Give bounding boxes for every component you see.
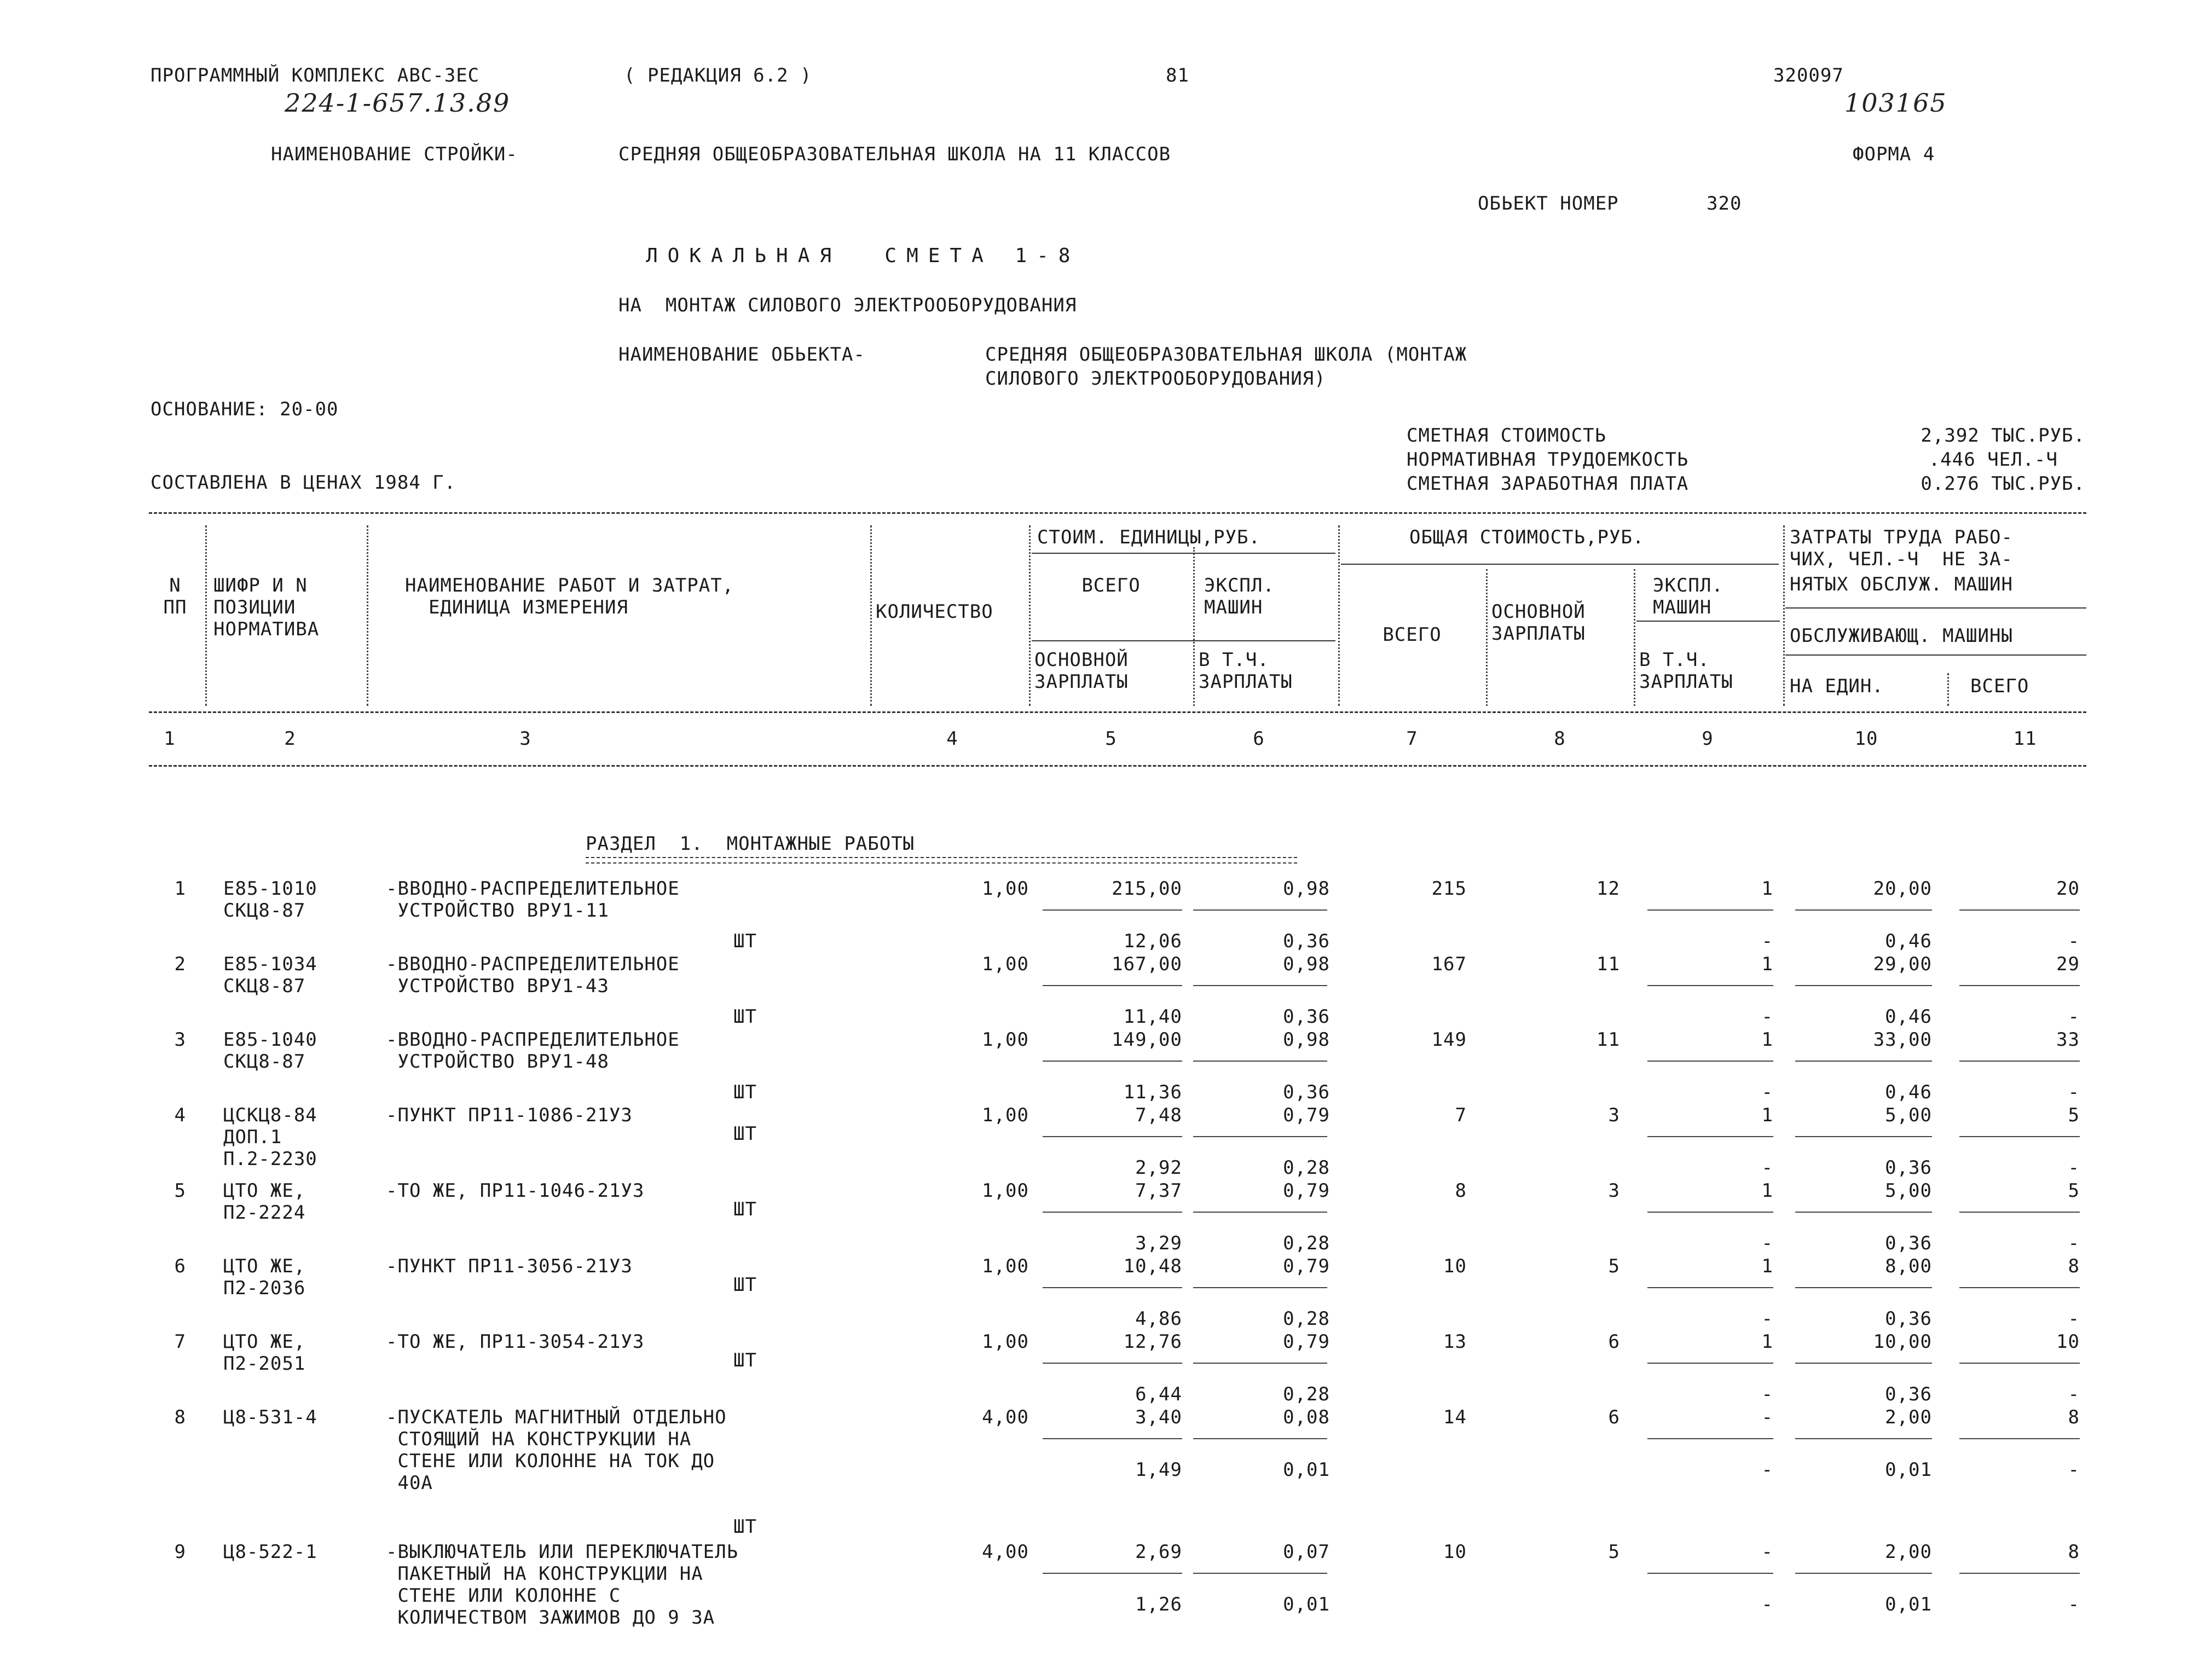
row-name: -ПУНКТ ПР11-3056-21У3 xyxy=(386,1255,633,1277)
row-unit-machines: 0,98 xyxy=(1283,878,1330,900)
row-labor-machine-total: - xyxy=(2068,930,2080,952)
row-quantity: 1,00 xyxy=(982,1180,1029,1202)
row-unit-machine-wage: 0,01 xyxy=(1283,1594,1330,1615)
row-labor-unit: 2,00 xyxy=(1885,1541,1932,1563)
row-name: -ПУСКАТЕЛЬ МАГНИТНЫЙ ОТДЕЛЬНО СТОЯЩИЙ НА КОНСТРУКЦИИ НА СТЕНЕ ИЛИ КОЛОННЕ НА ТОК ДО 40А xyxy=(386,1406,727,1494)
row-unit-wage: 1,49 xyxy=(1135,1459,1182,1481)
col-header-labor-4: ОБСЛУЖИВАЮЩ. МАШИНЫ xyxy=(1790,625,2013,647)
handwritten-project-code: 224-1-657.13.89 xyxy=(285,88,511,118)
row-total: 7 xyxy=(1455,1104,1467,1126)
row-machine-wage: - xyxy=(1761,1383,1773,1405)
header-rule xyxy=(1032,640,1335,641)
cell-rule xyxy=(1647,1573,1773,1574)
row-unit-machine-wage: 0,36 xyxy=(1283,1081,1330,1103)
row-unit-wage: 4,86 xyxy=(1135,1308,1182,1330)
row-unit-machine-wage: 0,36 xyxy=(1283,1006,1330,1028)
cell-rule xyxy=(1043,1573,1182,1574)
row-labor-total: 29 xyxy=(2056,953,2080,975)
construction-label: НАИМЕНОВАНИЕ СТРОЙКИ- xyxy=(271,143,518,165)
row-machines: 1 xyxy=(1761,878,1773,900)
row-labor-total: 8 xyxy=(2068,1406,2080,1428)
row-labor-machine-unit: 0,36 xyxy=(1885,1383,1932,1405)
row-machine-wage: - xyxy=(1761,1594,1773,1615)
row-labor-machine-total: - xyxy=(2068,1081,2080,1103)
row-total: 13 xyxy=(1443,1331,1467,1353)
row-unit-total: 2,69 xyxy=(1135,1541,1182,1563)
cell-rule xyxy=(1795,1061,1932,1062)
col-divider xyxy=(870,525,872,706)
row-unit-wage: 11,36 xyxy=(1123,1081,1182,1103)
row-labor-total: 8 xyxy=(2068,1541,2080,1563)
row-unit-total: 10,48 xyxy=(1123,1255,1182,1277)
row-unit: ШТ xyxy=(733,1123,757,1145)
cell-rule xyxy=(1959,985,2080,986)
row-code: Е85-1010 СКЦ8-87 xyxy=(223,878,317,922)
row-machines: 1 xyxy=(1761,1180,1773,1202)
row-labor-machine-unit: 0,46 xyxy=(1885,930,1932,952)
row-code: Ц8-531-4 xyxy=(223,1406,317,1428)
row-wages: 6 xyxy=(1608,1331,1620,1353)
price-base: СОСТАВЛЕНА В ЦЕНАХ 1984 Г. xyxy=(151,472,456,494)
header-rule xyxy=(1785,654,2086,656)
estimate-title: ЛОКАЛЬНАЯ СМЕТА 1-8 xyxy=(646,245,1080,267)
row-labor-unit: 8,00 xyxy=(1885,1255,1932,1277)
cell-rule xyxy=(1043,1061,1182,1062)
row-labor-total: 8 xyxy=(2068,1255,2080,1277)
col-header-9a: ЭКСПЛ. МАШИН xyxy=(1653,575,1723,618)
row-labor-unit: 29,00 xyxy=(1873,953,1932,975)
row-number: 8 xyxy=(174,1406,186,1428)
row-unit: ШТ xyxy=(733,1198,757,1220)
row-number: 6 xyxy=(174,1255,186,1277)
row-machine-wage: - xyxy=(1761,930,1773,952)
row-unit-wage: 1,26 xyxy=(1135,1594,1182,1615)
row-name: -ТО ЖЕ, ПР11-3054-21У3 xyxy=(386,1331,645,1353)
row-unit-machines: 0,79 xyxy=(1283,1104,1330,1126)
row-labor-machine-unit: 0,36 xyxy=(1885,1232,1932,1254)
row-total: 149 xyxy=(1431,1029,1467,1051)
header-rule xyxy=(1341,564,1779,565)
row-code: ЦТО ЖЕ, П2-2036 xyxy=(223,1255,306,1299)
row-machines: - xyxy=(1761,1541,1773,1563)
cell-rule xyxy=(1795,1212,1932,1213)
cell-rule xyxy=(1795,985,1932,986)
row-labor-unit: 10,00 xyxy=(1873,1331,1932,1353)
row-unit-wage: 12,06 xyxy=(1123,930,1182,952)
col-header-labor-1: ЗАТРАТЫ ТРУДА РАБО- xyxy=(1790,526,2013,548)
row-unit: ШТ xyxy=(733,1349,757,1371)
cell-rule xyxy=(1647,1363,1773,1364)
row-unit-total: 7,48 xyxy=(1135,1104,1182,1126)
header-rule xyxy=(1636,621,1780,622)
row-machine-wage: - xyxy=(1761,1232,1773,1254)
row-labor-total: 5 xyxy=(2068,1180,2080,1202)
col-divider xyxy=(1486,569,1488,706)
row-unit: ШТ xyxy=(733,930,757,952)
cell-rule xyxy=(1193,1061,1327,1062)
object-name-label: НАИМЕНОВАНИЕ ОБЬЕКТА- xyxy=(618,344,865,366)
cell-rule xyxy=(1043,1438,1182,1439)
cell-rule xyxy=(1795,1363,1932,1364)
row-labor-machine-unit: 0,46 xyxy=(1885,1081,1932,1103)
row-labor-machine-total: - xyxy=(2068,1459,2080,1481)
row-machines: 1 xyxy=(1761,1255,1773,1277)
handwritten-number: 103165 xyxy=(1844,88,1947,118)
section-title: РАЗДЕЛ 1. МОНТАЖНЫЕ РАБОТЫ xyxy=(586,833,915,855)
row-labor-unit: 20,00 xyxy=(1873,878,1932,900)
row-unit-total: 167,00 xyxy=(1112,953,1182,975)
row-unit: ШТ xyxy=(733,1006,757,1028)
row-machines: - xyxy=(1761,1406,1773,1428)
row-name: -ВВОДНО-РАСПРЕДЕЛИТЕЛЬНОЕ УСТРОЙСТВО ВРУ1-11 xyxy=(386,878,680,922)
row-quantity: 1,00 xyxy=(982,1331,1029,1353)
row-labor-unit: 33,00 xyxy=(1873,1029,1932,1051)
cell-rule xyxy=(1193,1287,1327,1288)
cell-rule xyxy=(1193,1212,1327,1213)
col-divider xyxy=(367,525,368,706)
row-total: 167 xyxy=(1431,953,1467,975)
row-wages: 11 xyxy=(1597,1029,1620,1051)
row-labor-machine-total: - xyxy=(2068,1006,2080,1028)
row-unit-machines: 0,79 xyxy=(1283,1180,1330,1202)
cell-rule xyxy=(1959,909,2080,911)
cell-rule xyxy=(1043,1136,1182,1137)
row-name: -ВВОДНО-РАСПРЕДЕЛИТЕЛЬНОЕ УСТРОЙСТВО ВРУ1-43 xyxy=(386,953,680,997)
cell-rule xyxy=(1043,1212,1182,1213)
summary-labor-label: НОРМАТИВНАЯ ТРУДОЕМКОСТЬ xyxy=(1407,449,1689,471)
row-labor-total: 5 xyxy=(2068,1104,2080,1126)
col-number: 10 xyxy=(1854,728,1878,750)
col-header-9b: В Т.Ч. ЗАРПЛАТЫ xyxy=(1639,649,1733,693)
row-total: 8 xyxy=(1455,1180,1467,1202)
cell-rule xyxy=(1647,985,1773,986)
header-bottom-rule xyxy=(149,711,2086,713)
estimate-subtitle: НА МОНТАЖ СИЛОВОГО ЭЛЕКТРООБОРУДОВАНИЯ xyxy=(618,294,1077,316)
row-number: 7 xyxy=(174,1331,186,1353)
col-divider xyxy=(1338,525,1340,706)
cell-rule xyxy=(1043,1363,1182,1364)
row-quantity: 1,00 xyxy=(982,1029,1029,1051)
row-quantity: 4,00 xyxy=(982,1541,1029,1563)
summary-wage-value: 0.276 ТЫС.РУБ. xyxy=(1921,473,2085,495)
row-unit: ШТ xyxy=(733,1274,757,1296)
row-labor-machine-total: - xyxy=(2068,1594,2080,1615)
cell-rule xyxy=(1959,1573,2080,1574)
row-total: 215 xyxy=(1431,878,1467,900)
row-unit-machines: 0,79 xyxy=(1283,1331,1330,1353)
row-quantity: 1,00 xyxy=(982,953,1029,975)
row-unit-wage: 2,92 xyxy=(1135,1157,1182,1179)
col-divider xyxy=(1029,525,1031,706)
object-name-line-1: СРЕДНЯЯ ОБЩЕОБРАЗОВАТЕЛЬНАЯ ШКОЛА (МОНТАЖ xyxy=(985,344,1467,366)
cell-rule xyxy=(1795,1136,1932,1137)
construction-name: СРЕДНЯЯ ОБЩЕОБРАЗОВАТЕЛЬНАЯ ШКОЛА НА 11 КЛАССОВ xyxy=(618,143,1171,165)
cell-rule xyxy=(1647,1438,1773,1439)
cell-rule xyxy=(1647,1287,1773,1288)
col-number: 9 xyxy=(1702,728,1714,750)
row-unit-machines: 0,98 xyxy=(1283,1029,1330,1051)
row-unit-machine-wage: 0,01 xyxy=(1283,1459,1330,1481)
cell-rule xyxy=(1647,909,1773,911)
cell-rule xyxy=(1959,1438,2080,1439)
row-quantity: 1,00 xyxy=(982,1104,1029,1126)
row-unit: ШТ xyxy=(733,1516,757,1538)
row-number: 5 xyxy=(174,1180,186,1202)
col-header-5b: ОСНОВНОЙ ЗАРПЛАТЫ xyxy=(1034,649,1129,693)
row-labor-machine-total: - xyxy=(2068,1157,2080,1179)
col-header-num: N ПП xyxy=(163,575,187,618)
cell-rule xyxy=(1795,909,1932,911)
cell-rule xyxy=(1647,1212,1773,1213)
row-code: Ц8-522-1 xyxy=(223,1541,317,1563)
col-header-8: ОСНОВНОЙ ЗАРПЛАТЫ xyxy=(1491,601,1586,645)
cell-rule xyxy=(1959,1061,2080,1062)
row-number: 2 xyxy=(174,953,186,975)
row-unit-total: 7,37 xyxy=(1135,1180,1182,1202)
edition: ( РЕДАКЦИЯ 6.2 ) xyxy=(624,65,812,86)
col-number: 5 xyxy=(1105,728,1117,750)
column-numbers-rule xyxy=(149,765,2086,767)
cell-rule xyxy=(1193,985,1327,986)
row-code: Е85-1034 СКЦ8-87 xyxy=(223,953,317,997)
row-name: -ТО ЖЕ, ПР11-1046-21У3 xyxy=(386,1180,645,1202)
cell-rule xyxy=(1193,1363,1327,1364)
col-number: 3 xyxy=(519,728,531,750)
row-wages: 12 xyxy=(1597,878,1620,900)
object-name-line-2: СИЛОВОГО ЭЛЕКТРООБОРУДОВАНИЯ) xyxy=(985,368,1326,390)
col-divider xyxy=(1947,673,1949,706)
col-header-6b: В Т.Ч. ЗАРПЛАТЫ xyxy=(1199,649,1293,693)
row-machines: 1 xyxy=(1761,1331,1773,1353)
cell-rule xyxy=(1193,909,1327,911)
col-divider xyxy=(1634,569,1635,706)
page-number: 81 xyxy=(1166,65,1189,86)
row-name: -ПУНКТ ПР11-1086-21У3 xyxy=(386,1104,633,1126)
row-name: -ВЫКЛЮЧАТЕЛЬ ИЛИ ПЕРЕКЛЮЧАТЕЛЬ ПАКЕТНЫЙ НА КОНСТРУКЦИИ НА СТЕНЕ ИЛИ КОЛОННЕ С КОЛИЧЕСТВОМ ЗАЖИМОВ ДО 9 ЗА xyxy=(386,1541,739,1629)
row-labor-machine-unit: 0,36 xyxy=(1885,1308,1932,1330)
row-labor-machine-total: - xyxy=(2068,1383,2080,1405)
cell-rule xyxy=(1959,1363,2080,1364)
basis: ОСНОВАНИЕ: 20-00 xyxy=(151,398,339,420)
cell-rule xyxy=(1795,1573,1932,1574)
row-quantity: 1,00 xyxy=(982,1255,1029,1277)
row-wages: 3 xyxy=(1608,1104,1620,1126)
row-labor-machine-unit: 0,01 xyxy=(1885,1594,1932,1615)
row-labor-machine-unit: 0,36 xyxy=(1885,1157,1932,1179)
row-labor-unit: 5,00 xyxy=(1885,1180,1932,1202)
row-unit-total: 3,40 xyxy=(1135,1406,1182,1428)
col-header-total-cost: ОБЩАЯ СТОИМОСТЬ,РУБ. xyxy=(1409,526,1645,548)
row-code: ЦТО ЖЕ, П2-2224 xyxy=(223,1180,306,1224)
col-header-code: ШИФР И N ПОЗИЦИИ НОРМАТИВА xyxy=(213,575,320,640)
row-machines: 1 xyxy=(1761,1029,1773,1051)
row-machine-wage: - xyxy=(1761,1157,1773,1179)
summary-cost-label: СМЕТНАЯ СТОИМОСТЬ xyxy=(1407,425,1606,447)
row-unit-machine-wage: 0,28 xyxy=(1283,1308,1330,1330)
row-unit-machines: 0,07 xyxy=(1283,1541,1330,1563)
document-code: 320097 xyxy=(1773,65,1844,86)
object-number: 320 xyxy=(1707,193,1742,215)
row-unit-total: 149,00 xyxy=(1112,1029,1182,1051)
row-quantity: 4,00 xyxy=(982,1406,1029,1428)
col-header-name: НАИМЕНОВАНИЕ РАБОТ И ЗАТРАТ, ЕДИНИЦА ИЗМЕРЕНИЯ xyxy=(405,575,734,618)
row-unit-wage: 6,44 xyxy=(1135,1383,1182,1405)
row-unit-machines: 0,98 xyxy=(1283,953,1330,975)
row-labor-machine-total: - xyxy=(2068,1232,2080,1254)
row-machines: 1 xyxy=(1761,1104,1773,1126)
row-labor-total: 10 xyxy=(2056,1331,2080,1353)
row-code: ЦСКЦ8-84 ДОП.1 П.2-2230 xyxy=(223,1104,317,1170)
row-wages: 5 xyxy=(1608,1255,1620,1277)
col-header-7: ВСЕГО xyxy=(1383,624,1442,646)
cell-rule xyxy=(1959,1136,2080,1137)
row-quantity: 1,00 xyxy=(982,878,1029,900)
col-header-labor-2: ЧИХ, ЧЕЛ.-Ч НЕ ЗА- xyxy=(1790,548,2013,570)
row-machine-wage: - xyxy=(1761,1459,1773,1481)
table-top-rule xyxy=(149,512,2086,514)
cell-rule xyxy=(1043,909,1182,911)
col-header-quantity: КОЛИЧЕСТВО xyxy=(876,601,993,623)
cell-rule xyxy=(1193,1573,1327,1574)
col-number: 6 xyxy=(1253,728,1265,750)
row-machine-wage: - xyxy=(1761,1308,1773,1330)
summary-wage-label: СМЕТНАЯ ЗАРАБОТНАЯ ПЛАТА xyxy=(1407,473,1689,495)
col-header-11: ВСЕГО xyxy=(1970,675,2029,697)
row-number: 4 xyxy=(174,1104,186,1126)
summary-cost-value: 2,392 ТЫС.РУБ. xyxy=(1921,425,2085,447)
cell-rule xyxy=(1043,1287,1182,1288)
row-unit-machine-wage: 0,28 xyxy=(1283,1157,1330,1179)
row-total: 10 xyxy=(1443,1541,1467,1563)
row-unit-machines: 0,08 xyxy=(1283,1406,1330,1428)
col-header-6a: ЭКСПЛ. МАШИН xyxy=(1204,575,1275,618)
col-divider xyxy=(205,525,207,706)
col-header-5a: ВСЕГО xyxy=(1081,575,1141,596)
summary-labor-value: .446 ЧЕЛ.-Ч xyxy=(1928,449,2058,471)
row-unit-machines: 0,79 xyxy=(1283,1255,1330,1277)
row-unit-machine-wage: 0,28 xyxy=(1283,1232,1330,1254)
header-rule xyxy=(1032,553,1335,554)
col-divider xyxy=(1193,547,1195,706)
row-total: 10 xyxy=(1443,1255,1467,1277)
row-code: Е85-1040 СКЦ8-87 xyxy=(223,1029,317,1073)
col-number: 2 xyxy=(284,728,296,750)
cell-rule xyxy=(1647,1061,1773,1062)
row-labor-unit: 2,00 xyxy=(1885,1406,1932,1428)
row-labor-machine-total: - xyxy=(2068,1308,2080,1330)
row-unit-total: 215,00 xyxy=(1112,878,1182,900)
cell-rule xyxy=(1043,985,1182,986)
cell-rule xyxy=(1647,1136,1773,1137)
row-total: 14 xyxy=(1443,1406,1467,1428)
cell-rule xyxy=(1795,1438,1932,1439)
col-number: 11 xyxy=(2013,728,2037,750)
row-labor-total: 33 xyxy=(2056,1029,2080,1051)
row-unit-wage: 11,40 xyxy=(1123,1006,1182,1028)
section-underline xyxy=(586,857,1297,864)
cell-rule xyxy=(1795,1287,1932,1288)
row-unit-machine-wage: 0,36 xyxy=(1283,930,1330,952)
col-header-labor-3: НЯТЫХ ОБСЛУЖ. МАШИН xyxy=(1790,573,2013,595)
row-code: ЦТО ЖЕ, П2-2051 xyxy=(223,1331,306,1375)
row-number: 3 xyxy=(174,1029,186,1051)
row-unit-machine-wage: 0,28 xyxy=(1283,1383,1330,1405)
row-unit: ШТ xyxy=(733,1081,757,1103)
row-labor-machine-unit: 0,46 xyxy=(1885,1006,1932,1028)
row-labor-machine-unit: 0,01 xyxy=(1885,1459,1932,1481)
col-divider xyxy=(1783,525,1785,706)
header-rule xyxy=(1785,607,2086,609)
object-number-label: ОБЬЕКТ НОМЕР xyxy=(1478,193,1619,215)
row-number: 1 xyxy=(174,878,186,900)
row-name: -ВВОДНО-РАСПРЕДЕЛИТЕЛЬНОЕ УСТРОЙСТВО ВРУ1-48 xyxy=(386,1029,680,1073)
col-number: 4 xyxy=(946,728,958,750)
col-header-10: НА ЕДИН. xyxy=(1790,675,1884,697)
row-wages: 5 xyxy=(1608,1541,1620,1563)
row-wages: 6 xyxy=(1608,1406,1620,1428)
row-unit-wage: 3,29 xyxy=(1135,1232,1182,1254)
cell-rule xyxy=(1193,1438,1327,1439)
row-machines: 1 xyxy=(1761,953,1773,975)
row-labor-total: 20 xyxy=(2056,878,2080,900)
row-wages: 3 xyxy=(1608,1180,1620,1202)
col-number: 7 xyxy=(1406,728,1418,750)
row-wages: 11 xyxy=(1597,953,1620,975)
row-machine-wage: - xyxy=(1761,1006,1773,1028)
col-number: 1 xyxy=(164,728,176,750)
cell-rule xyxy=(1959,1212,2080,1213)
row-unit-total: 12,76 xyxy=(1123,1331,1182,1353)
row-machine-wage: - xyxy=(1761,1081,1773,1103)
row-labor-unit: 5,00 xyxy=(1885,1104,1932,1126)
col-number: 8 xyxy=(1554,728,1566,750)
col-header-unit-cost: СТОИМ. ЕДИНИЦЫ,РУБ. xyxy=(1037,526,1260,548)
form-label: ФОРМА 4 xyxy=(1853,143,1935,165)
cell-rule xyxy=(1193,1136,1327,1137)
row-number: 9 xyxy=(174,1541,186,1563)
program-name: ПРОГРАММНЫЙ КОМПЛЕКС АВС-ЗЕС xyxy=(151,65,480,86)
cell-rule xyxy=(1959,1287,2080,1288)
